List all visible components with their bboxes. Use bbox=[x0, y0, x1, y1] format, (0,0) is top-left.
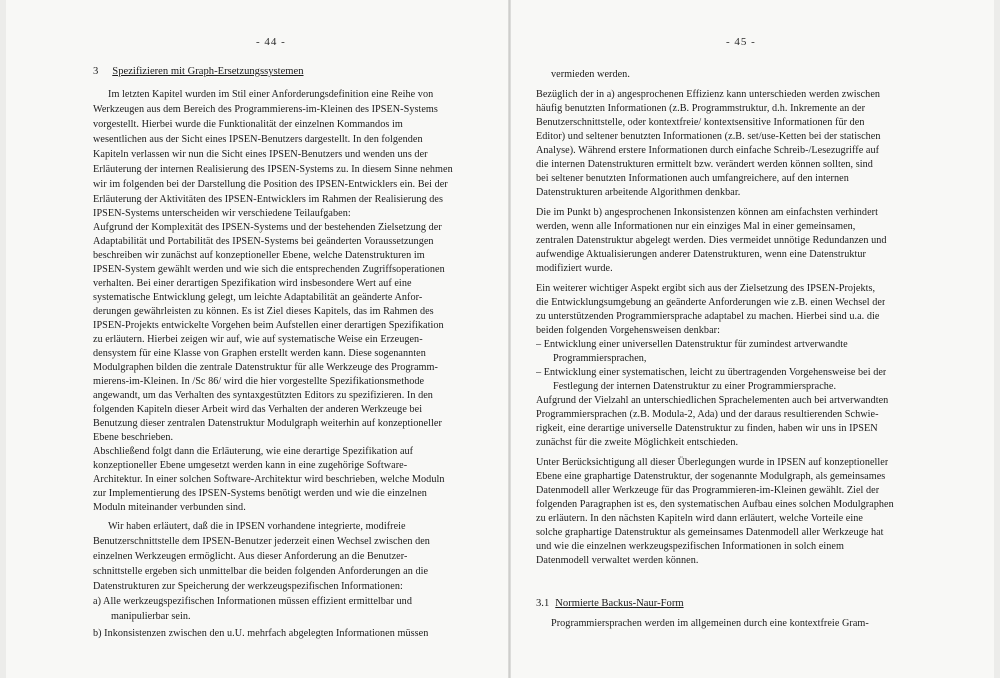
text-line: Editor) und seltener benutzten Informationen (z.B. set/use-Ketten bei der statischen bbox=[536, 131, 881, 142]
text-line: Abschließend folgt dann die Erläuterung, wie eine derartige Spezifikation auf bbox=[93, 446, 414, 457]
text-line: Benutzung dieser zentralen Datenstruktur Modulgraph weiterhin auf konzeptioneller bbox=[93, 418, 442, 429]
text-line: werden, wenn alle Informationen nur ein einziges Mal in einer gemeinsamen, bbox=[536, 221, 856, 232]
text-line: zu erläutern. In den nächsten Kapiteln wird dann erläutert, welche Vorteile eine bbox=[536, 513, 863, 524]
text-line: Modulgraphen bilden die zentrale Datenstruktur für alle Werkzeuge des Programm- bbox=[93, 362, 438, 373]
text-line: rigkeit, eine derartige universelle Datenstruktur zu finden, haben wir uns in IPSEN bbox=[536, 423, 878, 434]
text-line: aufwendige Aktualisierungen anderer Datenstrukturen, wenn eine Datenstruktur bbox=[536, 249, 866, 260]
text-line: – Entwicklung einer systematischen, leicht zu übertragenden Vorgehensweise bei der bbox=[536, 367, 887, 378]
text-line: beiden folgenden Vorgehensweisen denkbar: bbox=[536, 325, 720, 336]
text-line: Erläuterung der internen Realisierung des IPSEN-Systems zu. In diesem Sinne nehmen bbox=[93, 164, 453, 175]
text-line: Ebene beschrieben. bbox=[93, 432, 174, 443]
text-line: Programmiersprachen, bbox=[553, 353, 647, 364]
text-line: IPSEN-System gewählt werden und wie sich die entsprechenden Zugriffsoperationen bbox=[93, 264, 445, 275]
section-number: 3 bbox=[93, 66, 99, 77]
page-number: - 45 - bbox=[726, 36, 756, 48]
text-line: einzelnen Werkzeugen ermöglicht. Aus dieser Anforderung an die Benutzer- bbox=[93, 551, 408, 562]
text-line: Programmiersprachen (z.B. Modula-2, Ada) und der daraus resultierenden Schwie- bbox=[536, 409, 879, 420]
section-title: Normierte Backus-Naur-Form bbox=[555, 598, 684, 609]
text-line: Kapiteln verlassen wir nun die Sicht eines IPSEN-Benutzers und wenden uns der bbox=[93, 149, 428, 160]
text-line: zunächst für die zweite Möglichkeit entschieden. bbox=[536, 437, 739, 448]
text-line: folgenden Kapiteln dieser Arbeit wird das Verhalten der anderen Werkzeuge bei bbox=[93, 404, 423, 415]
text-line: wir im folgenden bei der Darstellung die Position des IPSEN-Entwicklers ein. Bei der bbox=[93, 179, 448, 190]
text-line: Datenmodell aller Werkzeuge für das Programmieren-im-Kleinen gewählt. Ziel der bbox=[536, 485, 880, 496]
text-line: Bezüglich der in a) angesprochenen Effizienz kann unterschieden werden zwischen bbox=[536, 89, 881, 100]
text-line: solche graphartige Datenstruktur als gemeinsames Datenmodell aller Werkzeuge hat bbox=[536, 527, 884, 538]
text-line: Adaptabilität und Portabilität des IPSEN-Systems bei geänderten Voraussetzungen bbox=[93, 236, 434, 247]
text-line: systematische Entwicklung gelegt, um leichte Adaptabilität an geänderte Anfor- bbox=[93, 292, 423, 303]
text-line: schnittstelle ergeben sich unmittelbar die beiden folgenden Anforderungen an die bbox=[93, 566, 429, 577]
text-line: zu erläutern. Hierbei zeigen wir auf, wie auf systematische Weise ein Erzeugen- bbox=[93, 334, 423, 345]
text-line: die internen Datenstrukturen ermittelt bzw. verändert werden können sollten, sind bbox=[536, 159, 873, 170]
text-line: Festlegung der internen Datenstruktur zu einer Programmiersprache. bbox=[553, 381, 837, 392]
text-line: Unter Berücksichtigung all dieser Überlegungen wurde in IPSEN auf konzeptioneller bbox=[536, 457, 889, 468]
section-heading bbox=[536, 598, 684, 609]
text-line: Erläuterung der Aktivitäten des IPSEN-Entwicklers im Rahmen der Realisierung des bbox=[93, 194, 444, 205]
text-line: konzeptioneller Ebene umgesetzt werden kann in eine zugehörige Software- bbox=[93, 460, 408, 471]
text-line: modifiziert wurde. bbox=[536, 263, 613, 274]
section-number: 3.1 bbox=[536, 598, 550, 609]
text-line: zu unterstützenden Programmiersprache adaptabel zu machen. Hierbei sind u.a. die bbox=[536, 311, 880, 322]
text-line: Datenstrukturen arbeitende Algorithmen denkbar. bbox=[536, 187, 741, 198]
text-line: Benutzerschnittstelle dem IPSEN-Benutzer jederzeit einen Wechsel zwischen den bbox=[93, 536, 430, 547]
text-line: Aufgrund der Vielzahl an unterschiedlichen Sprachelementen auch bei artverwandten bbox=[536, 395, 889, 406]
text-line: beschreiben wir zunächst auf konzeptioneller Ebene, welche Datenstrukturen im bbox=[93, 250, 425, 261]
text-line: IPSEN-Projekts entwickelte Vorgehen beim Aufstellen einer derartigen Spezifikation bbox=[93, 320, 444, 331]
page-number: - 44 - bbox=[256, 36, 286, 48]
text-line: b) Inkonsistenzen zwischen den u.U. mehrfach abgelegten Informationen müssen bbox=[93, 628, 429, 639]
text-line: Ein weiterer wichtiger Aspekt ergibt sich aus der Zielsetzung des IPSEN-Projekts, bbox=[536, 283, 876, 294]
text-line: Architektur. In einer solchen Software-Architektur wird beschrieben, welche Moduln bbox=[93, 474, 445, 485]
text-line: Moduln miteinander verbunden sind. bbox=[93, 502, 246, 513]
text-line: zentralen Datenstruktur abgelegt werden. Dies vermeidet unnötige Redundanzen und bbox=[536, 235, 887, 246]
text-line: Benutzerschnittstelle, oder kontextfreie/ kontextsensitive Informationen für den bbox=[536, 117, 865, 128]
text-line: Aufgrund der Komplexität des IPSEN-Systems und der bestehenden Zielsetzung der bbox=[93, 222, 442, 233]
text-line: die Entwicklungsumgebung an geänderte Anforderungen wie z.B. einen Wechsel der bbox=[536, 297, 886, 308]
text-line: a) Alle werkzeugspezifischen Informationen müssen effizient ermittelbar und bbox=[93, 596, 412, 607]
text-line: – Entwicklung einer universellen Datenstruktur für zumindest artverwandte bbox=[536, 339, 848, 350]
text-line: derungen gewährleisten zu können. Es ist Ziel dieses Kapitels, das im Rahmen des bbox=[93, 306, 434, 317]
text-line: Die im Punkt b) angesprochenen Inkonsistenzen können am einfachsten verhindert bbox=[536, 207, 878, 218]
text-line: densystem für eine Klasse von Graphen erstellt werden kann. Diese sogenannten bbox=[93, 348, 426, 359]
text-line: verhalten. Bei einer derartigen Spezifikation wird insbesondere Wert auf eine bbox=[93, 278, 412, 289]
text-line: folgenden Paragraphen ist es, den systematischen Aufbau eines solchen Modulgraphen bbox=[536, 499, 894, 510]
text-line: häufig benutzten Informationen (z.B. Programmstruktur, d.h. Inkremente an der bbox=[536, 103, 866, 114]
text-line: Analyse). Während erstere Informationen durch einfache Schreib-/Lesezugriffe auf bbox=[536, 145, 880, 156]
text-line: vorgestellt. Hierbei wurde die Funktionalität der einzelnen Kommandos im bbox=[93, 119, 403, 130]
text-line: angewandt, um das Verhalten des syntaxgestützten Editors zu spezifizieren. In den bbox=[93, 390, 433, 401]
text-line: Datenstrukturen zur Speicherung der werkzeugspezifischen Informationen: bbox=[93, 581, 403, 592]
text-line: Im letzten Kapitel wurden im Stil einer Anforderungsdefinition eine Reihe von bbox=[108, 89, 434, 100]
text-line: mierens-im-Kleinen. In /Sc 86/ wird die hier vorgestellte Spezifikationsmethode bbox=[93, 376, 425, 387]
right-page bbox=[511, 0, 1000, 678]
text-line: Wir haben erläutert, daß die in IPSEN vorhandene integrierte, modifreie bbox=[108, 521, 406, 532]
section-heading bbox=[93, 66, 304, 77]
text-line: IPSEN-Systems unterscheiden wir verschiedene Teilaufgaben: bbox=[93, 208, 351, 219]
text-line: zur Implementierung des IPSEN-Systems benötigt werden und wie die einzelnen bbox=[93, 488, 427, 499]
text-line: Werkzeugen aus dem Bereich des Programmierens-im-Kleinen des IPSEN-Systems bbox=[93, 104, 438, 115]
text-line: und wie die einzelnen werkzeugspezifischen Informationen in solch einem bbox=[536, 541, 844, 552]
text-line: Datenmodell verwaltet werden können. bbox=[536, 555, 699, 566]
text-line: Ebene eine graphartige Datenstruktur, der sogenannte Modulgraph, als gemeinsames bbox=[536, 471, 886, 482]
text-line: Programmiersprachen werden im allgemeinen durch eine kontextfreie Gram- bbox=[551, 618, 869, 629]
text-line: bei seltener benutzten Informationen auch umfangreichere, auf den internen bbox=[536, 173, 849, 184]
text-line: manipulierbar sein. bbox=[111, 611, 191, 622]
text-line: vermieden werden. bbox=[551, 69, 630, 80]
text-line: wesentlichen aus der Sicht eines IPSEN-Benutzers dargestellt. In den folgenden bbox=[93, 134, 423, 145]
section-title: Spezifizieren mit Graph-Ersetzungssystemen bbox=[112, 66, 304, 77]
